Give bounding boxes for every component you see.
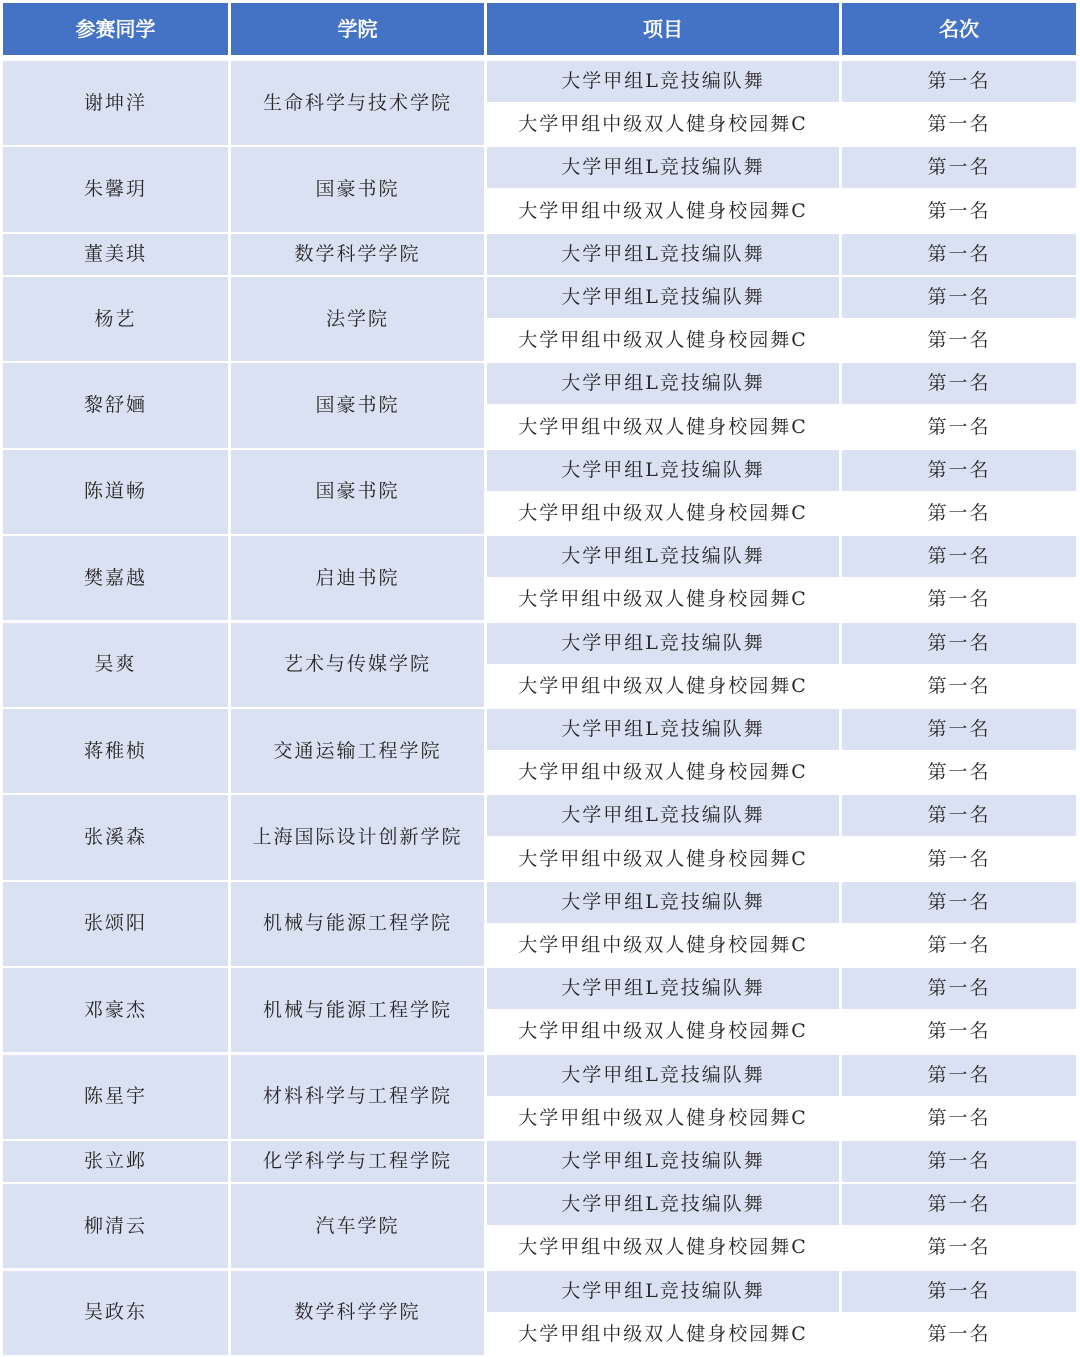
project-cell: 大学甲组L竞技编队舞: [487, 709, 839, 750]
rank-cell: 第一名: [842, 925, 1076, 966]
college-name: 汽车学院: [231, 1184, 484, 1268]
rank-cell: 第一名: [842, 1184, 1076, 1225]
rank-cell: 第一名: [842, 277, 1076, 318]
college-name: 生命科学与技术学院: [231, 61, 484, 145]
student-name: 陈道畅: [3, 450, 228, 534]
rank-cell: 第一名: [842, 1011, 1076, 1052]
college-name: 数学科学学院: [231, 1271, 484, 1355]
student-name: 樊嘉越: [3, 536, 228, 620]
rank-cell: 第一名: [842, 320, 1076, 361]
rank-cell: 第一名: [842, 623, 1076, 664]
rank-cell: 第一名: [842, 882, 1076, 923]
project-cell: 大学甲组L竞技编队舞: [487, 795, 839, 836]
student-name: 朱馨玥: [3, 147, 228, 231]
project-cell: 大学甲组中级双人健身校园舞C: [487, 1011, 839, 1052]
project-cell: 大学甲组中级双人健身校园舞C: [487, 1227, 839, 1268]
rank-cell: 第一名: [842, 61, 1076, 102]
rank-cell: 第一名: [842, 666, 1076, 707]
project-cell: 大学甲组中级双人健身校园舞C: [487, 579, 839, 620]
college-name: 机械与能源工程学院: [231, 882, 484, 966]
college-name: 材料科学与工程学院: [231, 1055, 484, 1139]
student-name: 杨艺: [3, 277, 228, 361]
project-cell: 大学甲组L竞技编队舞: [487, 1141, 839, 1182]
header-student: 参赛同学: [3, 3, 228, 55]
rank-cell: 第一名: [842, 709, 1076, 750]
project-cell: 大学甲组L竞技编队舞: [487, 234, 839, 275]
college-name: 机械与能源工程学院: [231, 968, 484, 1052]
header-rank: 名次: [842, 3, 1076, 55]
project-cell: 大学甲组L竞技编队舞: [487, 1271, 839, 1312]
project-cell: 大学甲组中级双人健身校园舞C: [487, 191, 839, 232]
rank-cell: 第一名: [842, 363, 1076, 404]
student-name: 谢坤洋: [3, 61, 228, 145]
college-name: 国豪书院: [231, 363, 484, 447]
project-cell: 大学甲组L竞技编队舞: [487, 277, 839, 318]
college-name: 国豪书院: [231, 450, 484, 534]
project-cell: 大学甲组中级双人健身校园舞C: [487, 320, 839, 361]
rank-cell: 第一名: [842, 536, 1076, 577]
project-cell: 大学甲组L竞技编队舞: [487, 147, 839, 188]
rank-cell: 第一名: [842, 795, 1076, 836]
student-name: 张立邺: [3, 1141, 228, 1182]
rank-cell: 第一名: [842, 493, 1076, 534]
student-name: 吴政东: [3, 1271, 228, 1355]
college-name: 国豪书院: [231, 147, 484, 231]
project-cell: 大学甲组L竞技编队舞: [487, 536, 839, 577]
project-cell: 大学甲组中级双人健身校园舞C: [487, 1314, 839, 1355]
rank-cell: 第一名: [842, 407, 1076, 448]
college-name: 上海国际设计创新学院: [231, 795, 484, 879]
rank-cell: 第一名: [842, 104, 1076, 145]
rank-cell: 第一名: [842, 1314, 1076, 1355]
rank-cell: 第一名: [842, 450, 1076, 491]
student-name: 黎舒婳: [3, 363, 228, 447]
student-name: 蒋稚桢: [3, 709, 228, 793]
rank-cell: 第一名: [842, 1271, 1076, 1312]
project-cell: 大学甲组L竞技编队舞: [487, 450, 839, 491]
college-name: 交通运输工程学院: [231, 709, 484, 793]
project-cell: 大学甲组中级双人健身校园舞C: [487, 493, 839, 534]
student-name: 董美琪: [3, 234, 228, 275]
project-cell: 大学甲组L竞技编队舞: [487, 363, 839, 404]
student-name: 吴爽: [3, 623, 228, 707]
project-cell: 大学甲组L竞技编队舞: [487, 968, 839, 1009]
student-name: 陈星宇: [3, 1055, 228, 1139]
rank-cell: 第一名: [842, 839, 1076, 880]
project-cell: 大学甲组中级双人健身校园舞C: [487, 407, 839, 448]
college-name: 法学院: [231, 277, 484, 361]
student-name: 邓豪杰: [3, 968, 228, 1052]
rank-cell: 第一名: [842, 752, 1076, 793]
project-cell: 大学甲组中级双人健身校园舞C: [487, 1098, 839, 1139]
rank-cell: 第一名: [842, 234, 1076, 275]
college-name: 数学科学学院: [231, 234, 484, 275]
rank-cell: 第一名: [842, 191, 1076, 232]
results-table: [3, 3, 1076, 1355]
student-name: 柳清云: [3, 1184, 228, 1268]
project-cell: 大学甲组L竞技编队舞: [487, 623, 839, 664]
rank-cell: 第一名: [842, 1227, 1076, 1268]
project-cell: 大学甲组中级双人健身校园舞C: [487, 666, 839, 707]
project-cell: 大学甲组L竞技编队舞: [487, 882, 839, 923]
rank-cell: 第一名: [842, 147, 1076, 188]
student-name: 张溪森: [3, 795, 228, 879]
project-cell: 大学甲组中级双人健身校园舞C: [487, 104, 839, 145]
college-name: 启迪书院: [231, 536, 484, 620]
rank-cell: 第一名: [842, 968, 1076, 1009]
college-name: 艺术与传媒学院: [231, 623, 484, 707]
rank-cell: 第一名: [842, 1098, 1076, 1139]
header-project: 项目: [487, 3, 839, 55]
project-cell: 大学甲组L竞技编队舞: [487, 61, 839, 102]
project-cell: 大学甲组L竞技编队舞: [487, 1055, 839, 1096]
project-cell: 大学甲组中级双人健身校园舞C: [487, 839, 839, 880]
rank-cell: 第一名: [842, 1141, 1076, 1182]
rank-cell: 第一名: [842, 1055, 1076, 1096]
rank-cell: 第一名: [842, 579, 1076, 620]
project-cell: 大学甲组中级双人健身校园舞C: [487, 752, 839, 793]
header-college: 学院: [231, 3, 484, 55]
student-name: 张颂阳: [3, 882, 228, 966]
project-cell: 大学甲组中级双人健身校园舞C: [487, 925, 839, 966]
college-name: 化学科学与工程学院: [231, 1141, 484, 1182]
project-cell: 大学甲组L竞技编队舞: [487, 1184, 839, 1225]
